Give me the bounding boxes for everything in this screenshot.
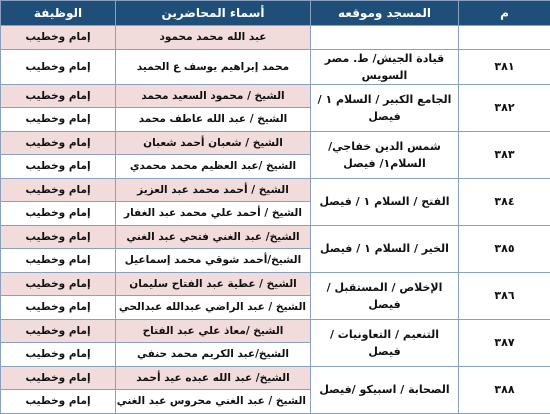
lecturer-name: عبد الله محمد محمود [116,26,311,50]
mosque-location: الخير / السلام ١ / فيصل [311,225,459,272]
table-row [1,272,550,296]
table-body [1,26,550,414]
lecturer-role: إمام وخطيب [1,178,116,202]
lecturer-role: إمام وخطيب [1,296,116,320]
lecturer-name: الشيخ / عطية عبد الفتاح سليمان [116,272,311,296]
mosque-location: شمس الدين خفاجي/ السلام١/ فيصل [311,131,459,178]
lecturer-name: الشيخ/ عبد الغني فتحي عبد الغني [116,225,311,249]
header-number: م [459,1,550,26]
entry-number [459,26,550,50]
lecturer-name: الشيخ / عبد الغني محروس عبد الغني [116,390,311,414]
lecturer-role: إمام وخطيب [1,225,116,249]
lecturer-role: إمام وخطيب [1,26,116,50]
header-mosque: المسجد وموقعه [311,1,459,26]
lecturer-role: إمام وخطيب [1,249,116,273]
lecturer-role: إمام وخطيب [1,108,116,132]
lecturer-name: الشيخ / أحمد علي محمد عبد الغفار [116,202,311,226]
lecturer-role: إمام وخطيب [1,343,116,367]
table-row [1,319,550,343]
lecturer-name: الشيخ / شعبان أحمد شعبان [116,131,311,155]
header-role: الوظيفة [1,1,116,26]
mosque-location: الفتح / السلام ١ / فيصل [311,178,459,225]
lecturer-role: إمام وخطيب [1,319,116,343]
mosque-location: قيادة الجيش/ ط. مصر السويس [311,49,459,84]
entry-number: ٣٨٦ [459,272,550,319]
lecturer-name: الشيخ / أحمد محمد عبد العزيز [116,178,311,202]
header-row [1,1,550,26]
lecturer-name: محمد إبراهيم يوسف ع الحميد [116,49,311,84]
table-row [1,84,550,108]
lecturer-role: إمام وخطيب [1,155,116,179]
lecturer-role: إمام وخطيب [1,272,116,296]
mosque-location: التنعيم / التعاونيات / فيصل [311,319,459,366]
entry-number: ٣٨٧ [459,319,550,366]
lecturer-role: إمام وخطيب [1,131,116,155]
mosque-location: الجامع الكبير / السلام ١ /فيصل [311,84,459,131]
lecturer-name: الشيخ / عبد الراضي عبدالله عبدالحي [116,296,311,320]
header-lecturers: أسماء المحاضرين [116,1,311,26]
lecturer-role: إمام وخطيب [1,366,116,390]
table-row [1,49,550,84]
table-row [1,178,550,202]
lecturer-name: الشيخ/عبد الكريم محمد حنفي [116,343,311,367]
lecturer-role: إمام وخطيب [1,202,116,226]
entry-number: ٣٨٢ [459,84,550,131]
entry-number: ٣٨٤ [459,178,550,225]
entry-number: ٣٨١ [459,49,550,84]
entry-number: ٣٨٥ [459,225,550,272]
entry-number: ٣٨٨ [459,366,550,413]
lecturer-role: إمام وخطيب [1,84,116,108]
mosque-location: الصحابة / اسبيكو /فيصل [311,366,459,413]
table-row [1,366,550,390]
lecturer-role: إمام وخطيب [1,49,116,84]
table-row [1,26,550,50]
table-row [1,225,550,249]
mosque-location: الإخلاص / المستقبل / فيصل [311,272,459,319]
lecturer-name: الشيخ / عبد الله عاطف محمد [116,108,311,132]
lecturer-name: الشيخ /عبد العظيم محمد محمدي [116,155,311,179]
entry-number: ٣٨٣ [459,131,550,178]
lecturer-name: الشيخ /معاذ علي عبد الفتاح [116,319,311,343]
table-row [1,131,550,155]
lecturer-name: الشيخ/أحمد شوقي محمد إسماعيل [116,249,311,273]
lecturer-role: إمام وخطيب [1,390,116,414]
lecturer-name: الشيخ/ عبد الله عبده عيد أحمد [116,366,311,390]
lecturer-name: الشيخ / محمود السعيد محمد [116,84,311,108]
mosque-location [311,26,459,50]
